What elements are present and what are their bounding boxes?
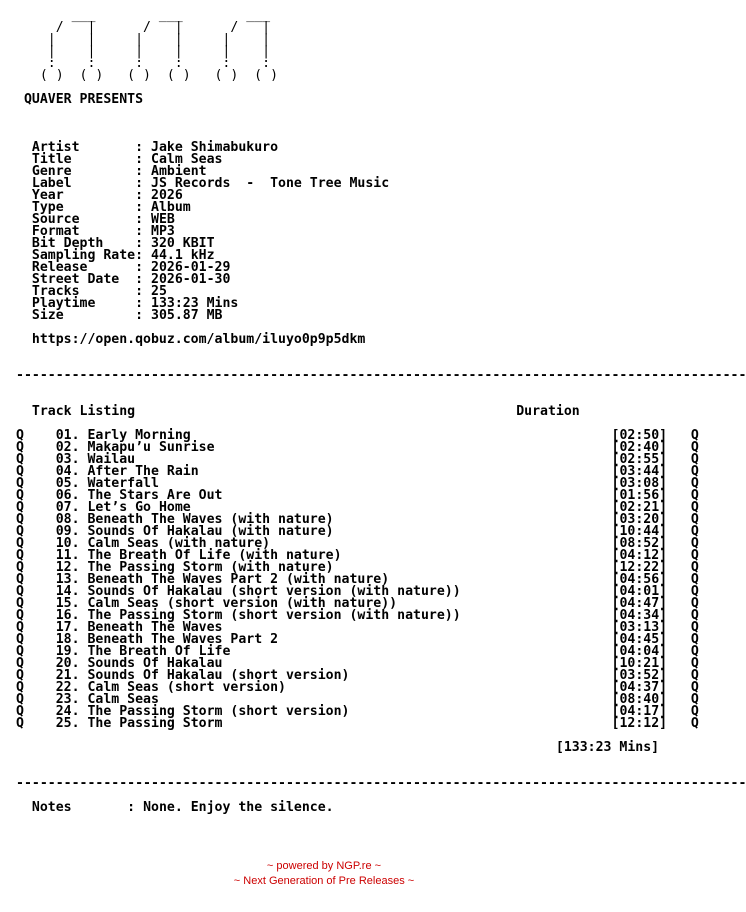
track-duration: [04:12]	[611, 548, 668, 563]
track-duration: [02:55]	[611, 452, 668, 467]
track-number: 16.	[55, 608, 80, 623]
track-title: The Breath Of Life	[87, 644, 612, 659]
track-row: Q 10. Calm Seas (with nature) [08:52] Q	[16, 536, 699, 551]
info-value: 2026-01-29	[151, 260, 231, 275]
blank	[16, 754, 746, 766]
info-value: WEB	[151, 212, 175, 227]
track-listing-header: Track Listing	[31, 404, 517, 419]
info-label: Tracks	[31, 284, 136, 299]
info-value: 305.87 MB	[151, 308, 223, 323]
track-duration: [03:52]	[611, 668, 668, 683]
blank	[16, 106, 746, 118]
track-row: Q 04. After The Rain [03:44] Q	[16, 464, 699, 479]
track-row: Q 11. The Breath Of Life (with nature) [04:12] Q	[16, 548, 699, 563]
track-title: Makapu’u Sunrise	[87, 440, 612, 455]
track-row: Q 05. Waterfall [03:08] Q	[16, 476, 699, 491]
info-row: Year : 2026	[31, 188, 183, 203]
track-number: 11.	[55, 548, 80, 563]
track-duration: [10:44]	[611, 524, 668, 539]
info-row: Label : JS Records - Tone Tree Music	[31, 176, 390, 191]
logo-line: : : : : : :	[16, 56, 271, 71]
track-number: 15.	[55, 596, 80, 611]
info-value: 44.1 kHz	[151, 248, 215, 263]
info-row: Title : Calm Seas	[31, 152, 223, 167]
album-url: https://open.qobuz.com/album/iluyo0p9p5dkm	[31, 332, 366, 347]
track-row: Q 01. Early Morning [02:50] Q	[16, 428, 699, 443]
track-duration: [03:20]	[611, 512, 668, 527]
track-duration: [10:21]	[611, 656, 668, 671]
track-number: 08.	[55, 512, 80, 527]
track-number: 20.	[55, 656, 80, 671]
info-row: Sampling Rate: 44.1 kHz	[31, 248, 215, 263]
track-number: 21.	[55, 668, 80, 683]
duration-header: Duration	[516, 404, 580, 419]
track-title: Sounds Of Hakalau (short version (with nature))	[87, 584, 612, 599]
total-line	[16, 742, 746, 754]
track-title: Sounds Of Hakalau (with nature)	[87, 524, 612, 539]
info-label: Format	[31, 224, 136, 239]
track-duration: [08:40]	[611, 692, 668, 707]
presents-line	[16, 94, 746, 106]
info-row: Bit Depth : 320 KBIT	[31, 236, 215, 251]
track-number: 23.	[55, 692, 80, 707]
logo-line: ___ ___ ___	[16, 8, 271, 23]
track-title: Beneath The Waves (with nature)	[87, 512, 612, 527]
track-row: Q 12. The Passing Storm (with nature) [12:22] Q	[16, 560, 699, 575]
info-row: Street Date : 2026-01-30	[31, 272, 231, 287]
blank	[16, 118, 746, 130]
track-duration: [04:01]	[611, 584, 668, 599]
logo-line: | | | | | |	[16, 32, 271, 47]
track-duration: [04:17]	[611, 704, 668, 719]
track-number: 03.	[55, 452, 80, 467]
track-number: 14.	[55, 584, 80, 599]
info-value: Jake Shimabukuro	[151, 140, 279, 155]
track-title: After The Rain	[87, 464, 612, 479]
track-duration: [04:37]	[611, 680, 668, 695]
track-number: 12.	[55, 560, 80, 575]
track-header-line	[16, 406, 746, 418]
track-number: 05.	[55, 476, 80, 491]
track-title: Calm Seas (with nature)	[87, 536, 612, 551]
info-row: Tracks : 25	[31, 284, 167, 299]
track-row: Q 13. Beneath The Waves Part 2 (with nature) [04:56] Q	[16, 572, 699, 587]
track-title: The Passing Storm (with nature)	[87, 560, 612, 575]
notes-label: Notes	[31, 800, 128, 815]
track-row: Q 23. Calm Seas [08:40] Q	[16, 692, 699, 707]
track-row: Q 19. The Breath Of Life [04:04] Q	[16, 644, 699, 659]
track-title: The Passing Storm (short version (with nature))	[87, 608, 612, 623]
track-row: Q 25. The Passing Storm [12:12] Q	[16, 716, 699, 731]
info-label: Title	[31, 152, 136, 167]
track-duration: [04:45]	[611, 632, 668, 647]
track-row: Q 16. The Passing Storm (short version (with nature)) [04:34] Q	[16, 608, 699, 623]
track-number: 01.	[55, 428, 80, 443]
track-number: 04.	[55, 464, 80, 479]
track-duration: [03:13]	[611, 620, 668, 635]
track-number: 07.	[55, 500, 80, 515]
info-value: Album	[151, 200, 191, 215]
track-duration: [03:08]	[611, 476, 668, 491]
footer-powered-by: ~ powered by NGP.re ~	[266, 860, 382, 872]
track-number: 18.	[55, 632, 80, 647]
blank	[16, 346, 746, 358]
info-row: Playtime : 133:23 Mins	[31, 296, 239, 311]
track-row: Q 03. Wailau [02:55] Q	[16, 452, 699, 467]
info-row: Artist : Jake Shimabukuro	[31, 140, 279, 155]
track-title: The Passing Storm (short version)	[87, 704, 612, 719]
divider-line	[16, 778, 746, 790]
blank	[16, 382, 746, 394]
track-duration: [04:56]	[611, 572, 668, 587]
track-duration: [04:04]	[611, 644, 668, 659]
track-row: Q 18. Beneath The Waves Part 2 [04:45] Q	[16, 632, 699, 647]
track-row: Q 22. Calm Seas (short version) [04:37] Q	[16, 680, 699, 695]
track-title: Beneath The Waves	[87, 620, 612, 635]
info-value: 2026	[151, 188, 183, 203]
info-value: JS Records - Tone Tree Music	[151, 176, 390, 191]
info-label: Year	[31, 188, 136, 203]
track-number: 09.	[55, 524, 80, 539]
info-value: Calm Seas	[151, 152, 223, 167]
footer-tagline: ~ Next Generation of Pre Releases ~	[233, 875, 415, 887]
track-title: Beneath The Waves Part 2	[87, 632, 612, 647]
info-value: MP3	[151, 224, 175, 239]
track-number: 06.	[55, 488, 80, 503]
track-number: 22.	[55, 680, 80, 695]
track-title: The Passing Storm	[87, 716, 612, 731]
track-title: Let’s Go Home	[87, 500, 612, 515]
info-row: Format : MP3	[31, 224, 175, 239]
notes-line: Notes : None. Enjoy the silence.	[31, 800, 334, 815]
track-duration: [01:56]	[611, 488, 668, 503]
track-number: 19.	[55, 644, 80, 659]
track-duration: [04:34]	[611, 608, 668, 623]
track-row: Q 24. The Passing Storm (short version) [04:17] Q	[16, 704, 699, 719]
track-title: Calm Seas (short version (with nature))	[87, 596, 612, 611]
track-title: The Breath Of Life (with nature)	[87, 548, 612, 563]
track-duration: [08:52]	[611, 536, 668, 551]
track-number: 13.	[55, 572, 80, 587]
logo-line: / | / | / |	[16, 20, 271, 35]
info-value: Ambient	[151, 164, 207, 179]
total-playtime: [133:23 Mins]	[555, 740, 660, 755]
track-row: Q 09. Sounds Of Hakalau (with nature) [10:44] Q	[16, 524, 699, 539]
track-number: 10.	[55, 536, 80, 551]
info-row: Size : 305.87 MB	[31, 308, 223, 323]
track-row: Q 07. Let’s Go Home [02:21] Q	[16, 500, 699, 515]
track-row: Q 06. The Stars Are Out [01:56] Q	[16, 488, 699, 503]
track-title: The Stars Are Out	[87, 488, 612, 503]
track-number: 02.	[55, 440, 80, 455]
track-row: Q 08. Beneath The Waves (with nature) [03:20] Q	[16, 512, 699, 527]
track-duration: [02:50]	[611, 428, 668, 443]
track-row: Q 21. Sounds Of Hakalau (short version) [03:52] Q	[16, 668, 699, 683]
track-row: Q 15. Calm Seas (short version (with nature)) [04:47] Q	[16, 596, 699, 611]
info-label: Label	[31, 176, 136, 191]
logo-line: ( ) ( ) ( ) ( ) ( ) ( )	[16, 68, 279, 83]
track-title: Calm Seas (short version)	[87, 680, 612, 695]
url-line	[16, 334, 746, 346]
track-title: Waterfall	[87, 476, 612, 491]
track-title: Wailau	[87, 452, 612, 467]
info-label: Playtime	[31, 296, 136, 311]
info-label: Type	[31, 200, 136, 215]
track-row: Q 14. Sounds Of Hakalau (short version (with nature)) [04:01] Q	[16, 584, 699, 599]
track-duration: [02:40]	[611, 440, 668, 455]
info-label: Street Date	[31, 272, 136, 287]
logo-line: | | | | | |	[16, 44, 271, 59]
track-number: 17.	[55, 620, 80, 635]
divider: --------------------------------------------------------------------------------------------	[16, 368, 746, 383]
track-title: Calm Seas	[87, 692, 612, 707]
track-duration: [02:21]	[611, 500, 668, 515]
info-label: Release	[31, 260, 136, 275]
info-label: Size	[31, 308, 136, 323]
track-title: Sounds Of Hakalau (short version)	[87, 668, 612, 683]
track-number: 25.	[55, 716, 80, 731]
presents-title: QUAVER PRESENTS	[16, 92, 144, 107]
info-label: Artist	[31, 140, 136, 155]
info-value: 2026-01-30	[151, 272, 231, 287]
divider-line	[16, 370, 746, 382]
info-row: Type : Album	[31, 200, 191, 215]
notes-value: None. Enjoy the silence.	[143, 800, 334, 815]
track-row: Q 02. Makapu’u Sunrise [02:40] Q	[16, 440, 699, 455]
track-title: Sounds Of Hakalau	[87, 656, 612, 671]
info-row: Source : WEB	[31, 212, 175, 227]
track-row: Q 20. Sounds Of Hakalau [10:21] Q	[16, 656, 699, 671]
info-row: Genre : Ambient	[31, 164, 207, 179]
track-number: 24.	[55, 704, 80, 719]
info-value: 133:23 Mins	[151, 296, 239, 311]
divider: --------------------------------------------------------------------------------------------	[16, 776, 746, 791]
info-row: Release : 2026-01-29	[31, 260, 231, 275]
track-duration: [03:44]	[611, 464, 668, 479]
info-value: 25	[151, 284, 167, 299]
info-label: Genre	[31, 164, 136, 179]
track-title: Beneath The Waves Part 2 (with nature)	[87, 572, 612, 587]
info-label: Bit Depth	[31, 236, 136, 251]
info-label: Source	[31, 212, 136, 227]
nfo-text	[16, 10, 746, 814]
track-title: Early Morning	[87, 428, 612, 443]
track-row: Q 17. Beneath The Waves [03:13] Q	[16, 620, 699, 635]
track-duration: [12:12]	[611, 716, 668, 731]
info-value: 320 KBIT	[151, 236, 215, 251]
info-label: Sampling Rate	[31, 248, 136, 263]
track-duration: [12:22]	[611, 560, 668, 575]
logo-art	[16, 70, 746, 82]
track-duration: [04:47]	[611, 596, 668, 611]
